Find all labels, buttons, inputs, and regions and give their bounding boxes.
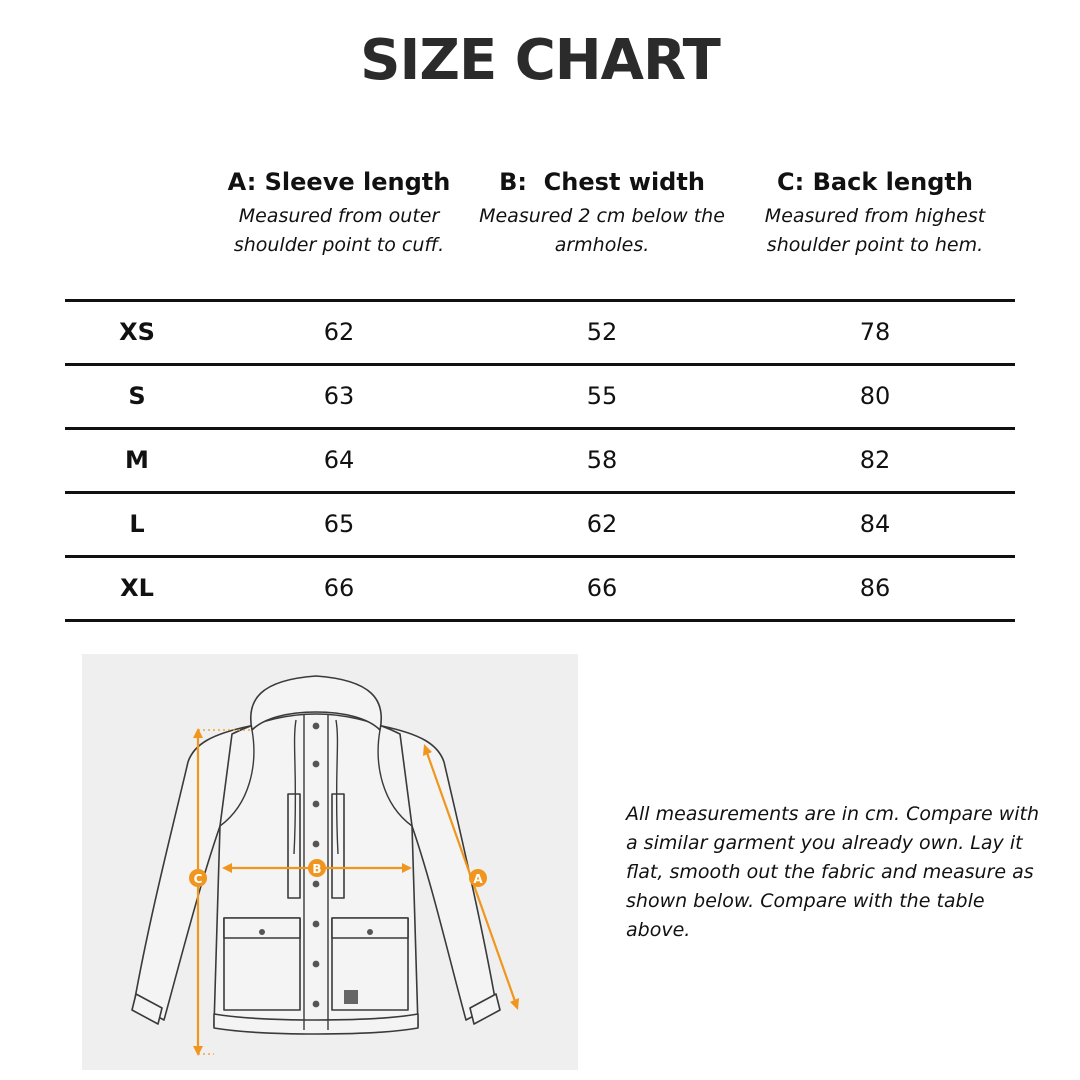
back-length-value: 84: [859, 510, 891, 538]
back-length-value: 78: [859, 318, 891, 346]
column-description: Measured from highest shoulder point to hem.: [764, 205, 986, 256]
jacket-flat-sketch-icon: [82, 654, 578, 1070]
sleeve-length-value: 64: [323, 446, 355, 474]
column-heading: C: Back length: [777, 168, 973, 196]
sleeve-length-value: 66: [323, 574, 355, 602]
table-row: [65, 366, 1015, 430]
marker-b: [308, 859, 326, 877]
measurement-note: All measurements are in cm. Compare with a similar garment you already own. Lay it flat, smooth out the fabric and measure as shown below. Compare with the table above.: [626, 803, 1040, 941]
chest-width-value: 55: [586, 382, 618, 410]
back-length-value: 86: [859, 574, 891, 602]
size-label: S: [128, 382, 146, 410]
jacket-measurement-diagram: [82, 654, 578, 1070]
marker-c: [189, 869, 207, 887]
brand-tag-icon: [344, 990, 358, 1004]
page-title: SIZE CHART: [360, 28, 720, 93]
marker-a: [469, 869, 487, 887]
column-heading: B: Chest width: [499, 168, 705, 196]
marker-b-label: B: [312, 862, 322, 876]
column-header-chest-width: [474, 168, 730, 260]
table-row: [65, 558, 1015, 622]
size-table: [65, 299, 1015, 622]
chest-width-value: 66: [586, 574, 618, 602]
size-label: L: [129, 510, 145, 538]
table-row: [65, 430, 1015, 494]
table-row: [65, 302, 1015, 366]
marker-c-label: C: [193, 872, 203, 886]
chest-width-value: 52: [586, 318, 618, 346]
column-description: Measured 2 cm below the armholes.: [479, 205, 725, 256]
size-label: XS: [119, 318, 155, 346]
chest-width-value: 58: [586, 446, 618, 474]
size-label: M: [125, 446, 149, 474]
column-header-sleeve-length: [208, 168, 470, 260]
column-header-back-length: [738, 168, 1012, 260]
back-length-value: 82: [859, 446, 891, 474]
sleeve-length-value: 62: [323, 318, 355, 346]
size-label: XL: [120, 574, 154, 602]
back-length-value: 80: [859, 382, 891, 410]
sleeve-length-value: 65: [323, 510, 355, 538]
table-row: [65, 494, 1015, 558]
sleeve-length-value: 63: [323, 382, 355, 410]
chest-width-value: 62: [586, 510, 618, 538]
column-heading: A: Sleeve length: [227, 168, 451, 196]
marker-a-label: A: [473, 872, 483, 886]
column-description: Measured from outer shoulder point to cuff.: [233, 205, 445, 256]
